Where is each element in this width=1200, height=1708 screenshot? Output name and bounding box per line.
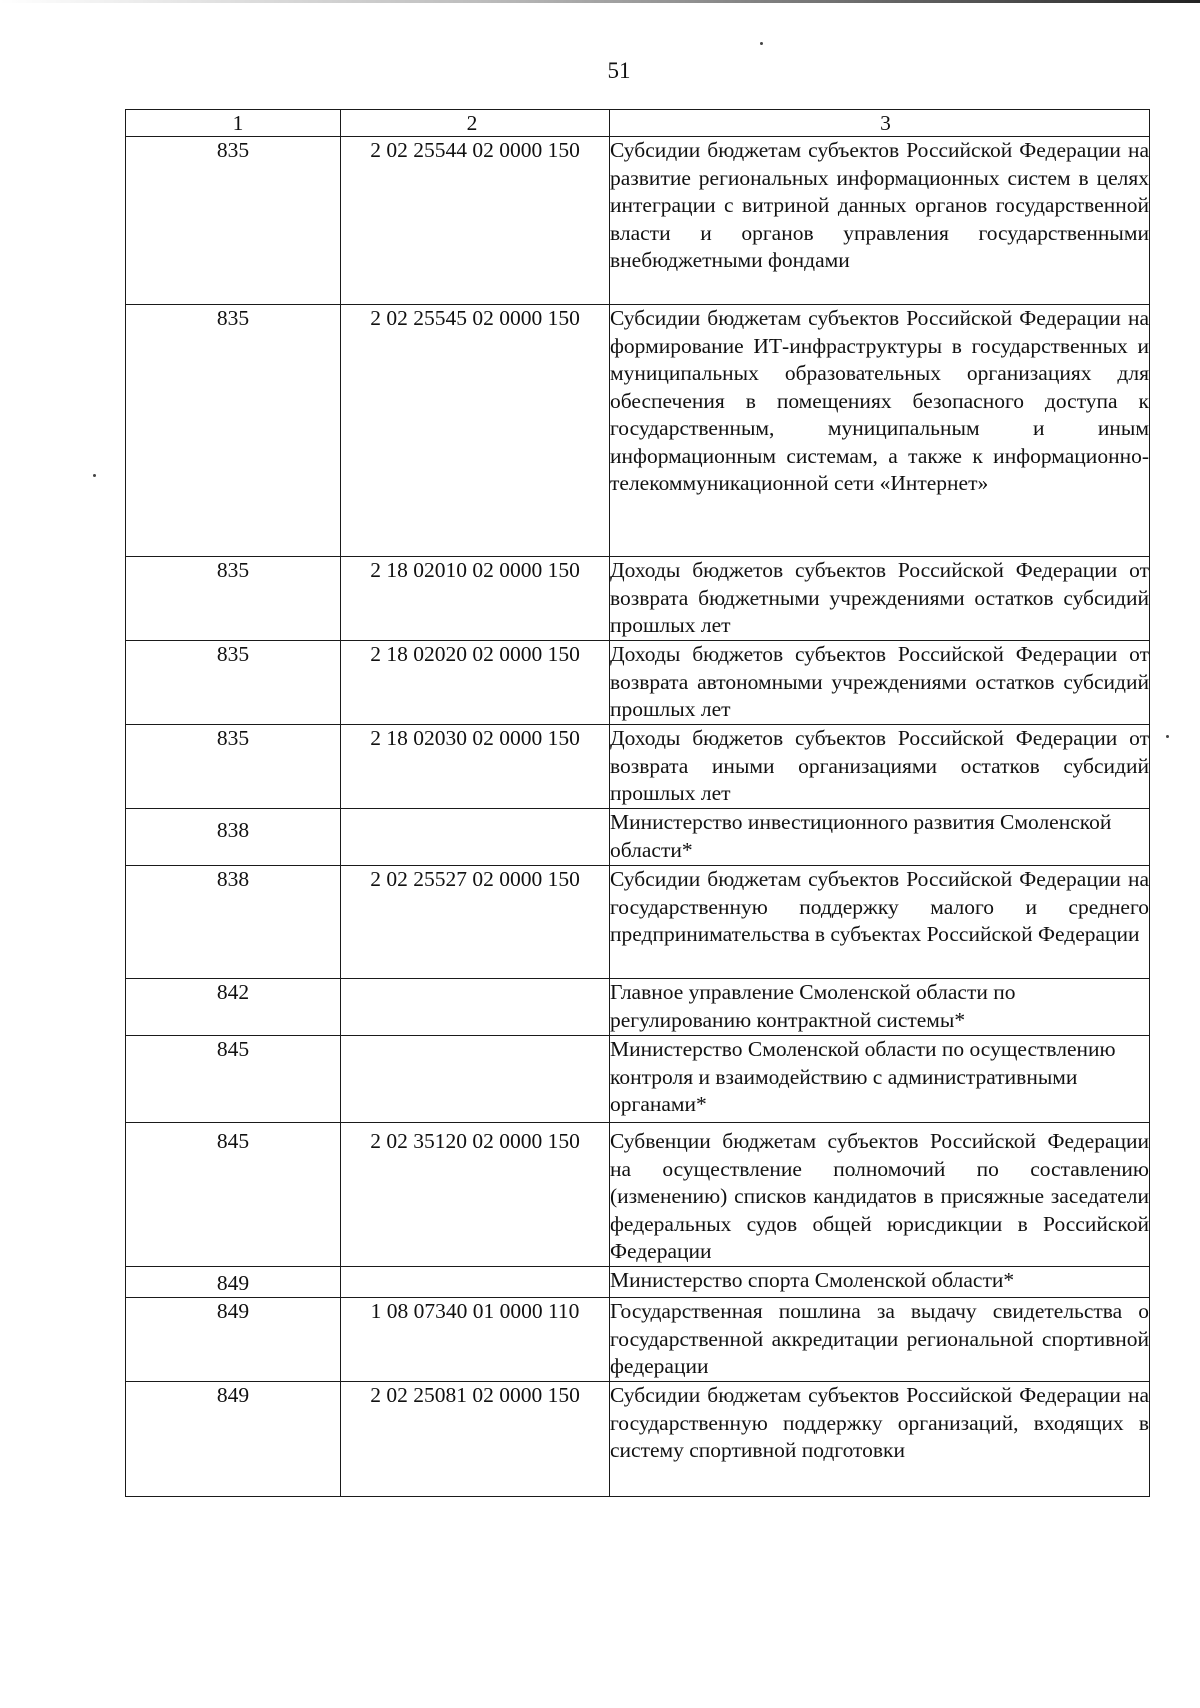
scan-edge-shadow — [0, 0, 1200, 3]
budget-code-cell: 2 02 25527 02 0000 150 — [341, 866, 610, 979]
description-cell: Субсидии бюджетам субъектов Российской Федерации на формирование ИТ-инфраструктуры в государственных и муниципальных образовательных организациях для обеспечения в помещениях безопасного доступа к государственным, муниципальным и иным информационным системам, а также к информационно-телекоммуникационной сети «Интернет» — [610, 305, 1150, 557]
agency-code-cell: 845 — [126, 1036, 341, 1123]
budget-code-cell — [341, 1036, 610, 1123]
agency-code-cell: 835 — [126, 641, 341, 725]
column-header-2: 2 — [341, 110, 610, 137]
description-cell: Субсидии бюджетам субъектов Российской Федерации на государственную поддержку малого и среднего предпринимательства в субъектах Российской Федерации — [610, 866, 1150, 979]
budget-code-cell: 2 02 25545 02 0000 150 — [341, 305, 610, 557]
budget-code-cell: 2 18 02020 02 0000 150 — [341, 641, 610, 725]
agency-code-cell: 849 — [126, 1298, 341, 1382]
budget-code-cell: 1 08 07340 01 0000 110 — [341, 1298, 610, 1382]
agency-code-cell: 845 — [126, 1123, 341, 1267]
agency-code-cell: 849 — [126, 1266, 341, 1298]
table-row — [126, 1298, 1150, 1382]
table-row — [126, 1382, 1150, 1497]
description-cell: Субсидии бюджетам субъектов Российской Федерации на развитие региональных информационных систем в целях интеграции с витриной данных органов государственной власти и органов управления государственными внебюджетными фондами — [610, 137, 1150, 305]
agency-code-cell: 842 — [126, 979, 341, 1036]
description-cell: Министерство инвестиционного развития Смоленской области* — [610, 809, 1150, 866]
description-cell: Министерство спорта Смоленской области* — [610, 1266, 1150, 1298]
table-row — [126, 809, 1150, 866]
table-header-row — [126, 110, 1150, 137]
budget-code-cell: 2 02 25544 02 0000 150 — [341, 137, 610, 305]
description-cell: Субсидии бюджетам субъектов Российской Федерации на государственную поддержку организаций, входящих в систему спортивной подготовки — [610, 1382, 1150, 1497]
agency-code-cell: 835 — [126, 305, 341, 557]
budget-code-cell — [341, 979, 610, 1036]
table-row — [126, 979, 1150, 1036]
agency-code-cell: 838 — [126, 866, 341, 979]
description-cell: Главное управление Смоленской области по регулированию контрактной системы* — [610, 979, 1150, 1036]
budget-code-cell: 2 02 25081 02 0000 150 — [341, 1382, 610, 1497]
scan-speck — [760, 42, 763, 45]
budget-code-cell: 2 18 02030 02 0000 150 — [341, 725, 610, 809]
table-row — [126, 1036, 1150, 1123]
budget-code-table — [125, 109, 1150, 1497]
budget-code-cell — [341, 809, 610, 866]
column-header-1: 1 — [126, 110, 341, 137]
table-row — [126, 137, 1150, 305]
budget-code-cell — [341, 1266, 610, 1298]
description-cell: Государственная пошлина за выдачу свидетельства о государственной аккредитации региональной спортивной федерации — [610, 1298, 1150, 1382]
description-cell: Доходы бюджетов субъектов Российской Федерации от возврата автономными учреждениями остатков субсидий прошлых лет — [610, 641, 1150, 725]
budget-code-cell: 2 02 35120 02 0000 150 — [341, 1123, 610, 1267]
agency-code-cell: 838 — [126, 809, 341, 866]
table-row — [126, 305, 1150, 557]
scan-speck — [93, 474, 96, 477]
description-cell: Доходы бюджетов субъектов Российской Федерации от возврата бюджетными учреждениями остатков субсидий прошлых лет — [610, 557, 1150, 641]
agency-code-cell: 835 — [126, 557, 341, 641]
scan-speck — [1166, 735, 1169, 738]
table-row — [126, 866, 1150, 979]
table-row — [126, 1123, 1150, 1267]
description-cell: Министерство Смоленской области по осуществлению контроля и взаимодействию с административными органами* — [610, 1036, 1150, 1123]
table-row — [126, 641, 1150, 725]
column-header-3: 3 — [610, 110, 1150, 137]
description-cell: Доходы бюджетов субъектов Российской Федерации от возврата иными организациями остатков субсидий прошлых лет — [610, 725, 1150, 809]
agency-code-cell: 849 — [126, 1382, 341, 1497]
table-row — [126, 557, 1150, 641]
table-row — [126, 1266, 1150, 1298]
agency-code-cell: 835 — [126, 137, 341, 305]
description-cell: Субвенции бюджетам субъектов Российской Федерации на осуществление полномочий по составлению (изменению) списков кандидатов в присяжные заседатели федеральных судов общей юрисдикции в Российской Федерации — [610, 1123, 1150, 1267]
agency-code-cell: 835 — [126, 725, 341, 809]
budget-code-cell: 2 18 02010 02 0000 150 — [341, 557, 610, 641]
page-number: 51 — [607, 58, 631, 83]
table-row — [126, 725, 1150, 809]
